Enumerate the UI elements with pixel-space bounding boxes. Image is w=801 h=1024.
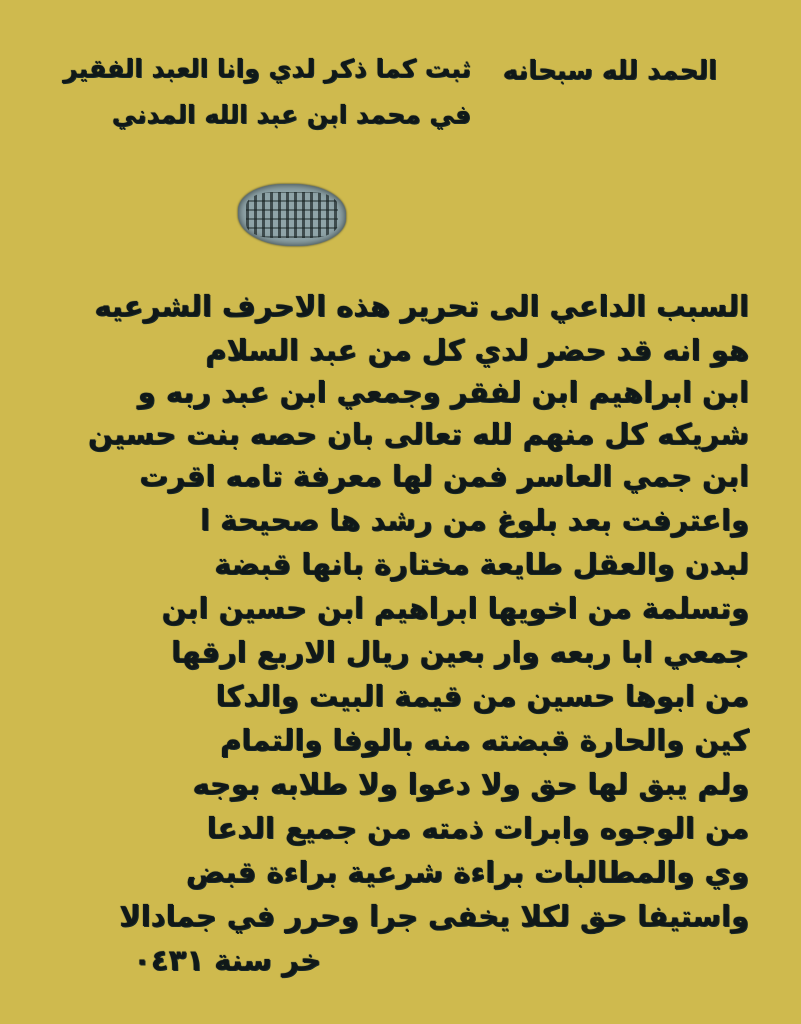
body-line-7: لبدن والعقل طايعة مختارة بانها قبضة xyxy=(214,547,749,581)
body-line-2: هو انه قد حضر لدي كل من عبد السلام xyxy=(205,333,749,367)
body-line-16-date: خر سنة ١٣٤٠ xyxy=(133,943,321,977)
body-line-6: واعترفت بعد بلوغ من رشد ها صحيحة ا xyxy=(200,503,749,537)
body-line-1: السبب الداعي الى تحرير هذه الاحرف الشرعيه xyxy=(94,289,749,323)
witness-line-2: في محمد ابن عبد الله المدني xyxy=(111,100,471,129)
seal-stamp-icon xyxy=(238,184,346,246)
body-line-8: وتسلمة من اخويها ابراهيم ابن حسين ابن xyxy=(161,591,749,625)
body-line-14: وي والمطالبات براءة شرعية براءة قبض xyxy=(185,855,749,889)
seal-inscription xyxy=(246,192,338,238)
body-line-11: كين والحارة قبضته منه بالوفا والتمام xyxy=(220,723,749,757)
invocation-heading: الحمد لله سبحانه xyxy=(502,56,717,86)
body-line-13: من الوجوه وابرات ذمته من جميع الدعا xyxy=(206,811,749,845)
body-line-4: شريكه كل منهم لله تعالى بان حصه بنت حسين xyxy=(87,417,749,451)
body-line-15: واستيفا حق لكلا يخفى جرا وحرر في جمادالا xyxy=(119,899,749,933)
body-line-10: من ابوها حسين من قيمة البيت والدكا xyxy=(215,679,749,713)
body-line-5: ابن جمي العاسر فمن لها معرفة تامه اقرت xyxy=(139,459,749,493)
body-line-9: جمعي ابا ربعه وار بعين ريال الاربع ارقها xyxy=(170,635,749,669)
body-line-3: ابن ابراهيم ابن لفقر وجمعي ابن عبد ربه و xyxy=(137,375,749,409)
body-line-12: ولم يبق لها حق ولا دعوا ولا طلابه بوجه xyxy=(192,767,749,801)
witness-line-1: ثبت كما ذكر لدي وانا العبد الفقير xyxy=(63,54,471,83)
